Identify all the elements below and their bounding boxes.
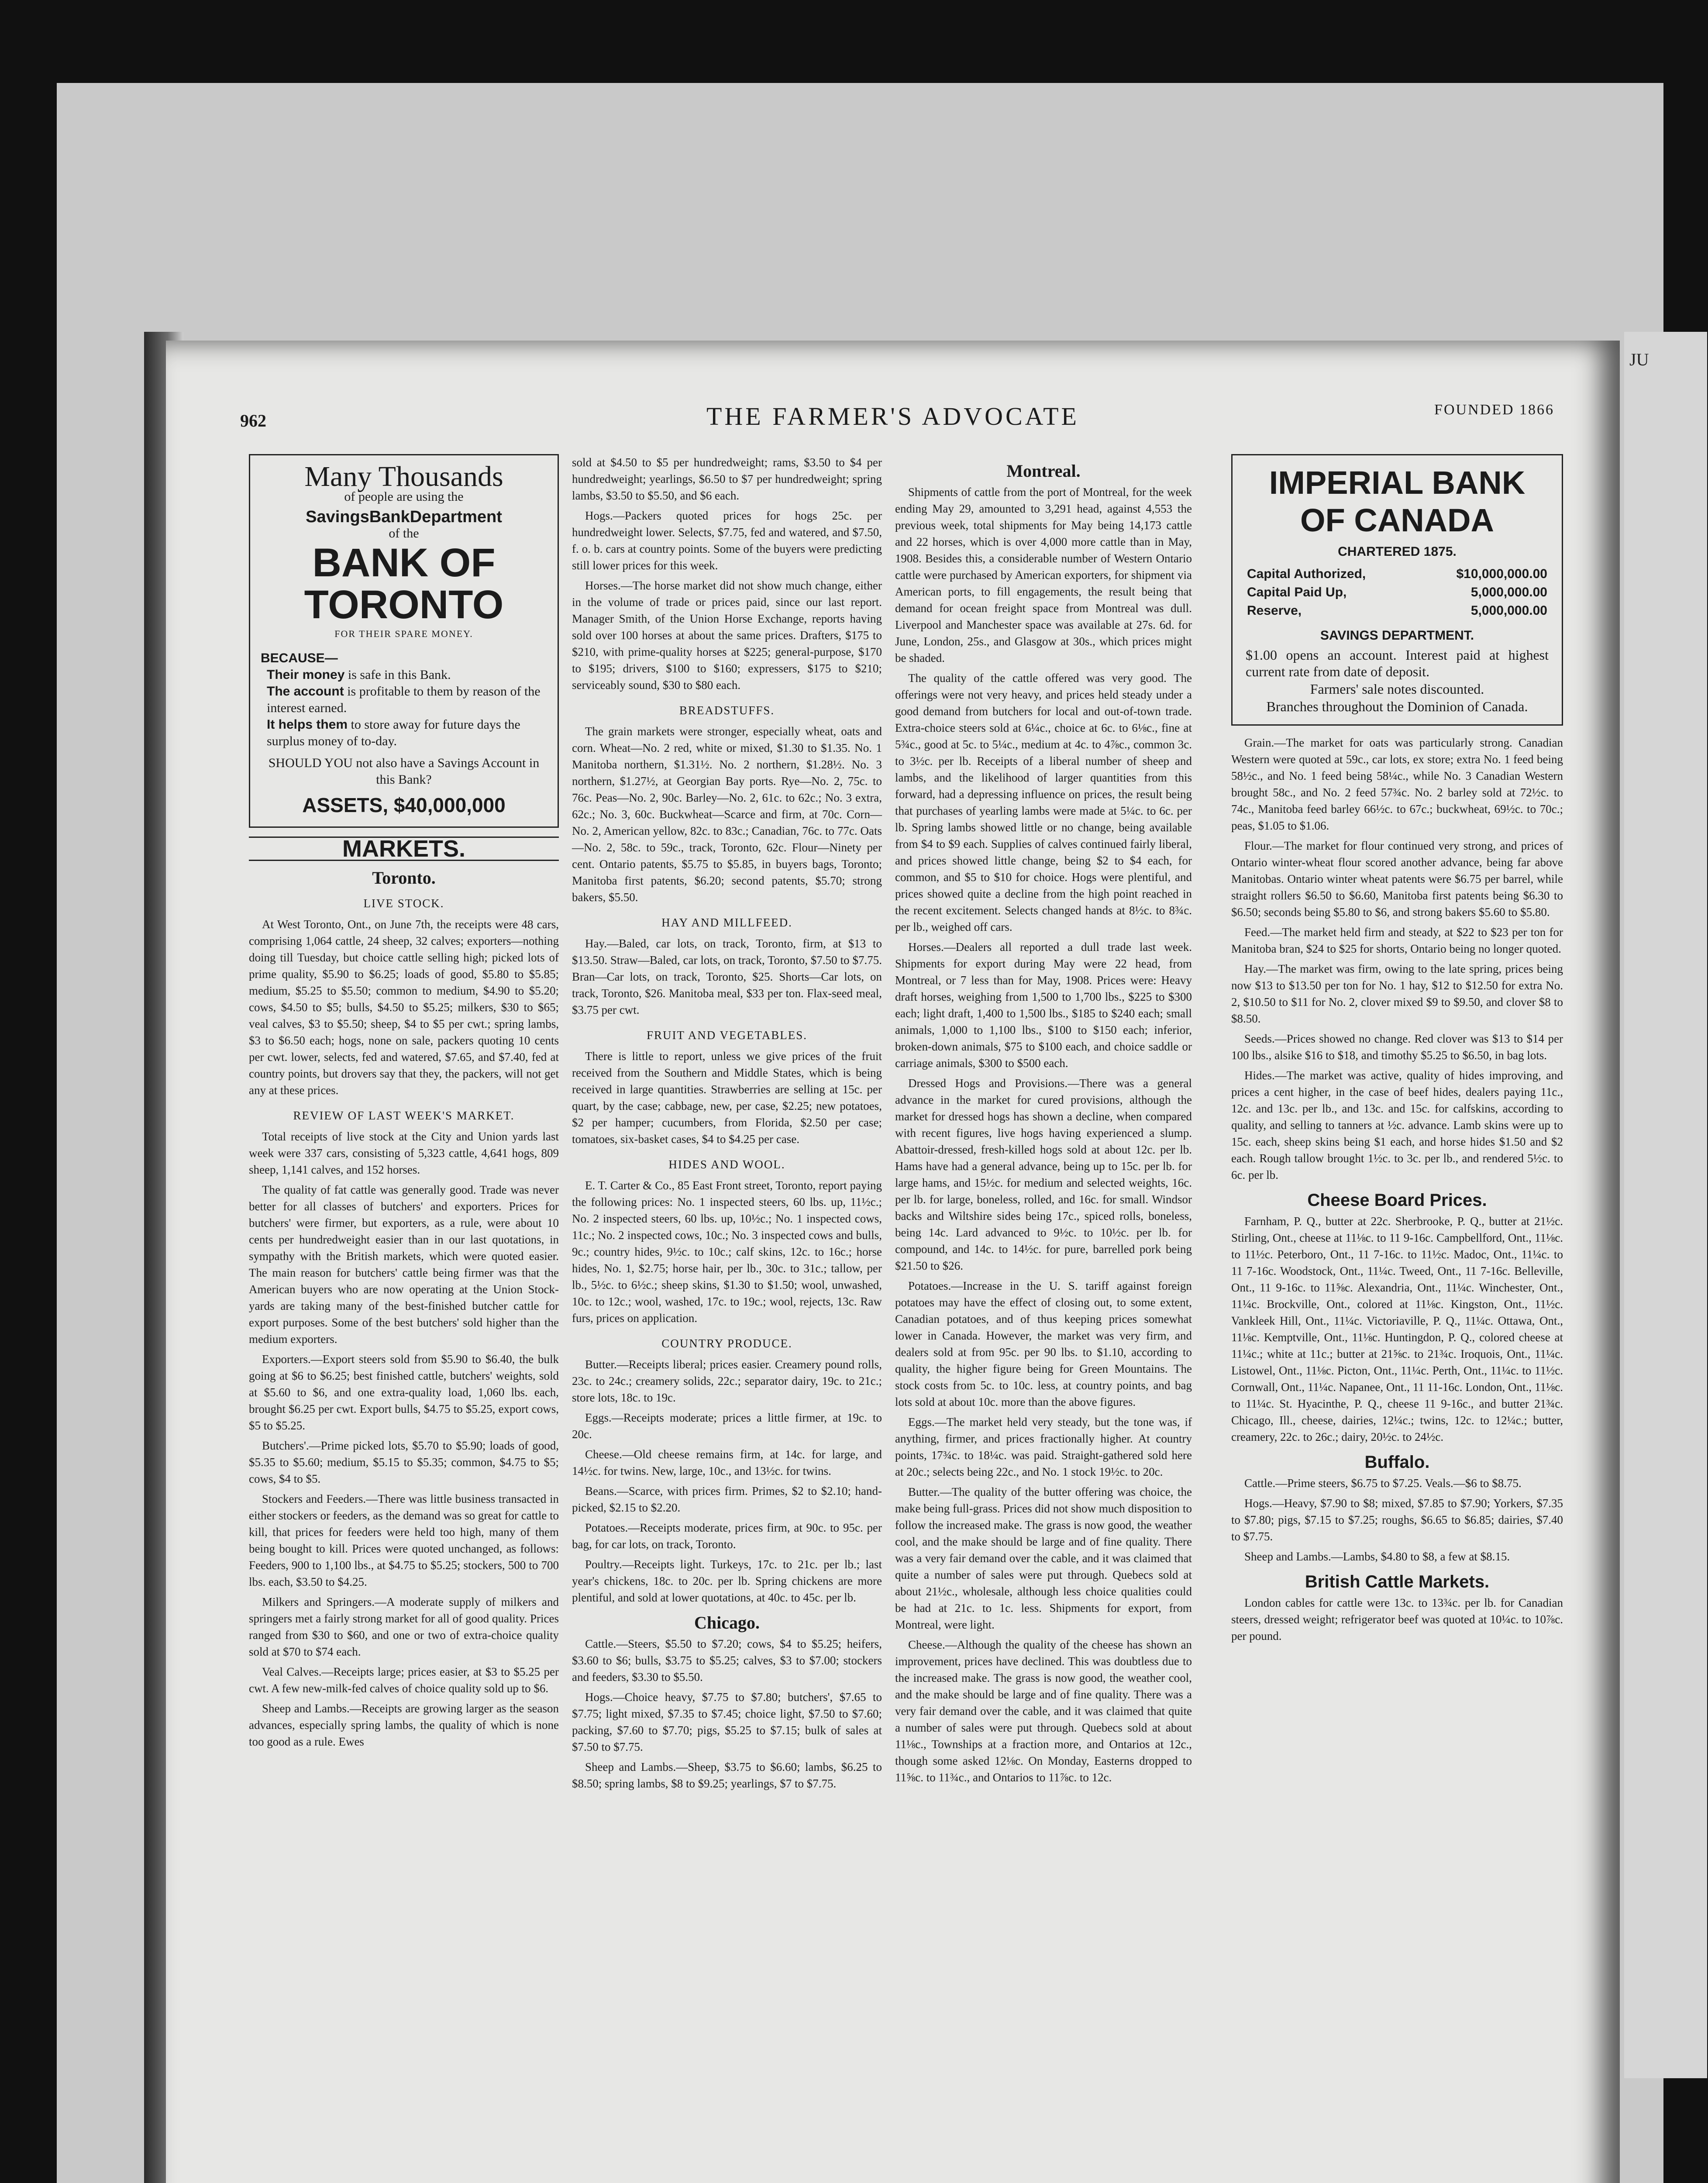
article-paragraph: Horses.—Dealers all reported a dull trade last week. Shipments for export during May were 22 head, from Montreal, or 7 less than for May, 1908. Prices were: Heavy draft horses, weighing from 1,500 to 1,700 lbs., $225 to $300 each; light draft, 1,400 to 1,500 lbs., $185 to $240 each; small animals, 1,000 to 1,100 lbs., $100 to $150 each; inferior, broken-down animals, $75 to $100 each, and choice saddle or carriage animals, $300 to $500 each.	[895, 940, 1192, 1070]
article-paragraph: There is little to report, unless we give prices of the fruit received from the Southern and Middle States, which is being received in large quantities. Strawberries are selling at 15c. per quart, by the case; cabbage, new, per case, $2.25; new potatoes, $2 per hamper; cucumbers, from Florida, $2.50 per case; tomatoes, six-basket cases, $4 to $4.25 per case.	[572, 1050, 882, 1146]
reason-text: is profitable to them by reason of the interest earned.	[267, 684, 541, 715]
bank-name: BANK OF	[312, 541, 496, 585]
ad-line: of people are using the	[344, 489, 464, 504]
capital-label: Capital Paid Up,	[1247, 585, 1347, 599]
article-paragraph: Cattle.—Prime steers, $6.75 to $7.25. Veals.—$6 to $8.75.	[1244, 1477, 1522, 1490]
bank-title: IMPERIAL BANK	[1269, 465, 1525, 501]
article-paragraph: The grain markets were stronger, especially wheat, oats and corn. Wheat—No. 2 red, white or mixed, $1.30 to $1.35. No. 1 Manitoba northern, $1.31½. No. 2 northern, $1.28½. No. 3 northern, $1.27½, at Georgian Bay ports. Rye—No. 2, 75c. to 76c. Peas—No. 2, 90c. Barley—No. 2, 61c. to 62c.; No. 3 extra, 62c.; No. 3, 60c. Buckwheat—Scarce and firm, at 70c. Corn—No. 2, American yellow, 82c. to 83c.; Canadian, 76c. to 77c. Oats—No. 2, 58c. to 59c., track, Toronto, 62c. Flour—Ninety per cent. Ontario patents, $5.75 to $5.85, in buyers bags, Toronto; Manitoba first patents, $6.20; second patents, $5.70; strong bakers, $5.50.	[572, 725, 882, 904]
article-paragraph: Hogs.—Heavy, $7.90 to $8; mixed, $7.85 to $7.90; Yorkers, $7.35 to $7.80; pigs, $7.15 to $7.25; roughs, $6.65 to $6.85; dairies, $7.40 to $7.75.	[1231, 1497, 1563, 1543]
bank-name: TORONTO	[304, 582, 504, 627]
ad-line: FOR THEIR SPARE MONEY.	[334, 628, 473, 639]
subheading-hay: HAY AND MILLFEED.	[661, 916, 792, 929]
because-label: BECAUSE—	[261, 651, 338, 665]
article-paragraph: Milkers and Springers.—A moderate supply of milkers and springers met a fairly strong market for all of good quality. Prices ranged from $30 to $60, and one or two of extra-choice quality sold at $70 to $74 each.	[249, 1595, 559, 1658]
article-paragraph: Hides.—The market was active, quality of hides improving, and prices a cent higher, in the case of beef hides, dealers paying 11c., 12c. and 13c. per lb., and 13c. and 15c. for calfskins, according to quality, and selling to tanners at ½c. advance. Lamb skins were up to 15c. each, sheep skins being $1 each, and horse hides $1.50 and $2 each. Rough tallow brought 1½c. to 3c. per lb., and rendered 5½c. to 6c. per lb.	[1231, 1069, 1563, 1181]
bank-of-toronto-ad	[249, 454, 559, 828]
article-paragraph: Hay.—Baled, car lots, on track, Toronto, firm, at $13 to $13.50. Straw—Baled, car lots, on track, Toronto, $7.50 to $7.75. Bran—Car lots, on track, Toronto, $25. Shorts—Car lots, on track, Toronto, $26. Manitoba meal, $33 per ton. Flax-seed meal, $3.75 per cwt.	[572, 937, 882, 1016]
subheading-review: REVIEW OF LAST WEEK'S MARKET.	[293, 1109, 515, 1122]
article-paragraph: Farnham, P. Q., butter at 22c. Sherbrooke, P. Q., butter at 21½c. Stirling, Ont., cheese at 11⅛c. to 11 9-16c. Campbellford, Ont., 11⅛c. to 11½c. Peterboro, Ont., 11 7-16c. to 11½c. Madoc, Ont., 11¼c. to 11 7-16c. Woodstock, Ont., 11¼c. Tweed, Ont., 11 7-16c. Belleville, Ont., 11 9-16c. to 11⅝c. Alexandria, Ont., 11¼c. Winchester, Ont., 11¼c. Brockville, Ont., colored at 11⅛c. Kingston, Ont., 11½c. Vankleek Hill, Ont., 11¼c. Victoriaville, P. Q., 11¼c. Ottawa, Ont., 11⅛c. Kemptville, Ont., 11⅛c. Huntingdon, P. Q., colored cheese at 11¼c.; white at 11c.; butter at 21⅝c. to 21¾c. Iroquois, Ont., 11¼c. Listowel, Ont., 11⅛c. Picton, Ont., 11¼c. Perth, Ont., 11¼c. to 11½c. Cornwall, Ont., 11¼c. Napanee, Ont., 11 11-16c. London, Ont., 11⅛c. to 11¼c. St. Hyacinthe, P. Q., cheese 11 9-16c., and butter 21¾c. Chicago, Ill., cheese, dairies, 12¼c.; twins, 12c. to 12¼c.; butter, creamery, 22c. to 26c.; dairy, 20½c. to 24½c.	[1231, 1215, 1563, 1443]
subheading-fruit: FRUIT AND VEGETABLES.	[646, 1029, 808, 1042]
article-paragraph: Veal Calves.—Receipts large; prices easier, at $3 to $5.25 per cwt. A few new-milk-fed calves of choice quality sold up to $6.	[249, 1665, 559, 1695]
article-paragraph: Hogs.—Packers quoted prices for hogs 25c. per hundredweight lower. Selects, $7.75, fed and watered, and $7.50, f. o. b. cars at country points. Some of the buyers were predicting still lower prices for this week.	[572, 509, 882, 572]
article-paragraph: London cables for cattle were 13c. to 13¾c. per lb. for Canadian steers, dressed weight; refrigerator beef was quoted at 10¼c. to 10⅞c. per pound.	[1231, 1596, 1563, 1642]
section-title-markets: MARKETS.	[249, 837, 559, 861]
heading-british-cattle: British Cattle Markets.	[1305, 1572, 1490, 1591]
article-paragraph: Butter.—The quality of the butter offering was choice, the make being full-grass. Prices did not show much disposition to follow the increased make. The grass is now good, the weather cool, and the make should be large and of fine quality. There was a very fair demand over the cable, and it was claimed that quite a number of sales were put through. Quebecs sold at about 21½c., wholesale, although less choice qualities could be had at 21c. to 1c. less. Shipments for export, from Montreal, were light.	[895, 1485, 1192, 1631]
article-paragraph: Feed.—The market held firm and steady, at $22 to $23 per ton for Manitoba bran, $24 to $25 for shorts, Ontario being no longer quoted.	[1231, 926, 1563, 955]
article-paragraph: Butter.—Receipts liberal; prices easier. Creamery pound rolls, 23c. to 24c.; creamery solids, 22c.; separator dairy, 19c. to 21c.; store lots, 18c. to 19c.	[572, 1358, 882, 1404]
article-paragraph: Dressed Hogs and Provisions.—There was a general advance in the market for cured provisions, although the market for dressed hogs has shown a decline, when compared with recent figures, live hogs having experienced a slump. Abattoir-dressed, fresh-killed hogs sold at about 12c. per lb. Hams have had a general advance, being up to 15c. per lb. for large hams, and 15½c. for medium and selected weights, 16c. per lb. for large, boneless, rolled, and 16c. for small. Windsor backs and Wiltshire sides being 17c., spiced rolls, boneless, being 14c. Lard advanced to 9½c. to 10½c. per lb. for compound, and 14c. to 14½c. for pure, barrelled pork being $21.50 to $26.	[895, 1077, 1192, 1272]
reason-bold: It helps them	[267, 717, 348, 732]
article-paragraph: Sheep and Lambs.—Lambs, $4.80 to $8, a few at $8.15.	[1244, 1550, 1510, 1563]
bank-copy: $1.00 opens an account. Interest paid at highest current rate from date of deposit.	[1246, 647, 1549, 679]
column-1	[249, 454, 559, 1753]
article-paragraph: Cheese.—Old cheese remains firm, at 14c. for large, and 14½c. for twins. New, large, 10c., and 13½c. for twins.	[572, 1448, 882, 1477]
article-paragraph: Potatoes.—Receipts moderate, prices firm, at 90c. to 95c. per bag, for car lots, on track, Toronto.	[572, 1521, 882, 1551]
running-head	[166, 402, 1620, 437]
article-paragraph: Grain.—The market for oats was particularly strong. Canadian Western were quoted at 59c., car lots, ex store; extra No. 1 feed being 58½c., and No. 1 feed being 58¼c., while No. 3 Canadian Western brought 58c., and No. 2 feed 57¾c. No. 2 barley sold at 72½c. to 74c., Manitoba feed barley 66½c. to 67c.; buckwheat, 69½c. to 70c.; peas, $1.05 to $1.06.	[1231, 736, 1563, 832]
reason-text: to store away for future days the surplus money of to-day.	[267, 717, 520, 748]
article-paragraph: Beans.—Scarce, with prices firm. Primes, $2 to $2.10; hand-picked, $2.15 to $2.20.	[572, 1484, 882, 1514]
article-paragraph: Hay.—The market was firm, owing to the late spring, prices being now $13 to $13.50 per ton for No. 1 hay, $12 to $12.50 for extra No. 2, $10.50 to $11 for No. 2, clover mixed $9 to $9.50, and clover $8 to $8.50.	[1231, 962, 1563, 1025]
heading-buffalo: Buffalo.	[1364, 1453, 1430, 1472]
article-paragraph: Cattle.—Steers, $5.50 to $7.20; cows, $4 to $5.25; heifers, $3.60 to $6; bulls, $3.75 to $5.25; calves, $3 to $7.00; stockers and feeders, $3.30 to $5.50.	[572, 1637, 882, 1684]
ad-question: SHOULD YOU not also have a Savings Account in this Bank?	[268, 756, 540, 787]
table-row	[1247, 584, 1548, 601]
article-paragraph: Hogs.—Choice heavy, $7.75 to $7.80; butchers', $7.65 to $7.75; light mixed, $7.35 to $7.45; choice light, $7.50 to $7.60; packing, $7.60 to $7.70; pigs, $5.25 to $7.15; bulk of sales at $7.50 to $7.75.	[572, 1691, 882, 1753]
heading-cheese-board: Cheese Board Prices.	[1307, 1191, 1487, 1210]
article-paragraph: The quality of fat cattle was generally good. Trade was never better for all classes of butchers' and exporters. Prices for butchers' were firmer, but exporters, as a rule, were about 10 cents per hundredweight easier than in our last quotations, in sympathy with the British markets, which were quoted easier. The main reason for butchers' cattle being firmer was that the American buyers who are now operating at the Union Stock-yards are taking many of the best-finished butcher cattle for export purposes. Some of the best butchers' sold higher than the medium exporters.	[249, 1183, 559, 1346]
article-paragraph: The quality of the cattle offered was very good. The offerings were not very heavy, and prices held steady under a good demand from butchers for local and out-of-town trade. Extra-choice steers sold at 6¼c., choice at 6c. to 6⅛c., fine at 5¾c., good at 5c. to 5¼c., medium at 4c. to 4⅞c., common 3c. to 3½c. per lb. Receipts of a liberal number of sheep and lambs, and the likelihood of larger quantities from this forward, had a depressing influence on prices, the result being that purchases of yearling lambs were made at 5¼c. to 6c. per lb. Spring lambs showed little or no change, being available from $4 to $9 each. Supplies of calves continued fairly liberal, and prices showed little change, being $2 to $4 each, for common, and $5 to $10 for choice. Hogs were plentiful, and prices showed quite a decline from the high point reached in the recent excitement. Selects changed hands at 8½c. to 8¾c. per lb., weighed off cars.	[895, 671, 1192, 933]
article-paragraph: Potatoes.—Increase in the U. S. tariff against foreign potatoes may have the effect of closing out, to some extent, Canadian potatoes, and of thus keeping prices somewhat lower in Canada. However, the market was very firm, and dealers sold at from 95c. per 90 lbs. to $1.10, according to quality, the higher figure being for Green Mountains. The stock costs from 5c. to 10c. less, at country points, and bag lots sold at about 10c. more than the above figures.	[895, 1279, 1192, 1408]
capital-value: 5,000,000.00	[1470, 603, 1547, 618]
column-4	[1231, 454, 1563, 1648]
capital-label: Reserve,	[1247, 603, 1302, 618]
article-paragraph: Cheese.—Although the quality of the cheese has shown an improvement, prices have declined. This was doubtless due to the increased make. The grass is now good, the weather cool, and the make should be large and of fine quality. There was a very fair demand over the cable, and it was claimed that quite a number of sales were put through. Quebecs sold at about 11⅛c., Townships at a fraction more, and Ontarios at 12c., though some asked 12⅛c. On Monday, Easterns dropped to 11⅝c. to 11¾c., and Ontarios to 11⅞c. to 12c.	[895, 1638, 1192, 1784]
article-paragraph: Horses.—The horse market did not show much change, either in the volume of trade or prices paid, since our last report. Manager Smith, of the Union Horse Exchange, reports having sold over 100 horses at about the same prices. Drafters, $175 to $210, with prime-quality horses at $225; general-purpose, $170 to $195; drivers, $100 to $160; expressers, $175 to $210; serviceably sound, $30 to $80 each.	[572, 579, 882, 692]
table-row	[1247, 565, 1548, 583]
ad-line: SavingsBankDepartment	[306, 508, 502, 526]
reason-text: is safe in this Bank.	[344, 668, 451, 682]
article-paragraph: Stockers and Feeders.—There was little business transacted in either stockers or feeders, as the demand was so great for cattle to kill, that prices for feeders were held too high, many of them being bought to kill. Prices were quoted unchanged, as follows: Feeders, 900 to 1,100 lbs., at $4.75 to $5.25; stockers, 500 to 700 lbs. each, $3.50 to $4.25.	[249, 1492, 559, 1588]
subheading-breadstuffs: BREADSTUFFS.	[679, 704, 775, 717]
article-paragraph: Exporters.—Export steers sold from $5.90 to $6.40, the bulk going at $6 to $6.25; best finished cattle, butchers' weights, sold at $5.60 to $6, and one extra-quality load, 1,060 lbs. each, brought $6.25 per cwt. Export bulls, $4.75 to $5.25, export cows, $5 to $5.25.	[249, 1353, 559, 1432]
capital-table	[1246, 565, 1549, 620]
reason-bold: Their money	[267, 668, 345, 682]
article-paragraph: Eggs.—Receipts moderate; prices a little firmer, at 19c. to 20c.	[572, 1411, 882, 1441]
capital-label: Capital Authorized,	[1247, 567, 1366, 581]
bank-copy: Farmers' sale notes discounted.	[1310, 681, 1484, 697]
page-number: 962	[240, 411, 266, 430]
imperial-bank-ad	[1231, 454, 1563, 726]
article-paragraph: At West Toronto, Ont., on June 7th, the receipts were 48 cars, comprising 1,064 cattle, 24 sheep, 32 calves; exporters—nothing doing till Tuesday, but choice cattle selling high; picked lots of prime quality, $5.90 to $6.25; loads of good, $5.80 to $5.85; medium, $5.25 to $5.50; common to medium, $4.90 to $5.20; cows, $4.50 to $5; bulls, $4.50 to $5.25; milkers, $30 to $65; veal calves, $3 to $5.50; sheep, $4 to $5 per cwt.; spring lambs, $3 to $6.50 each; hogs, none on sale, packers quoting 10 cents per cwt. lower, selects, fed and watered, $7.65, and $7.40, fed at country points, but drovers say that they, the packers, will not get any at these prices.	[249, 918, 559, 1097]
bank-chartered: CHARTERED 1875.	[1338, 544, 1457, 559]
bank-copy: Branches throughout the Dominion of Canada.	[1266, 699, 1528, 714]
column-3	[895, 454, 1192, 1789]
next-page-edge	[1624, 332, 1707, 2078]
article-paragraph: Butchers'.—Prime picked lots, $5.70 to $5.90; loads of good, $5.35 to $5.60; medium, $5.15 to $5.35; common, $4.75 to $5; cows, $4 to $5.	[249, 1439, 559, 1485]
capital-value: 5,000,000.00	[1470, 585, 1547, 599]
article-paragraph: E. T. Carter & Co., 85 East Front street, Toronto, report paying the following prices: No. 1 inspected steers, 60 lbs. up, 11½c.; No. 2 inspected steers, 60 lbs. up, 10½c.; No. 1 inspected cows, 11c.; No. 2 inspected cows, 10c.; No. 3 inspected cows and bulls, 9c.; country hides, 9½c. to 10c.; calf skins, 12c. to 16c.; horse hides, No. 1, $2.75; horse hair, per lb., 30c. to 31c.; tallow, per lb., 5½c. to 6½c.; sheep skins, $1.30 to $1.50; wool, unwashed, 10c. to 12c.; wool, washed, 17c. to 19c.; wool, rejects, 13c. Raw furs, prices on application.	[572, 1179, 882, 1325]
ad-assets: ASSETS, $40,000,000	[302, 794, 506, 816]
heading-toronto: Toronto.	[372, 868, 436, 888]
subheading-live-stock: LIVE STOCK.	[363, 897, 444, 910]
bank-title: OF CANADA	[1300, 502, 1494, 538]
subheading-hides: HIDES AND WOOL.	[668, 1158, 785, 1171]
column-2	[572, 454, 882, 1795]
article-paragraph: Total receipts of live stock at the City and Union yards last week were 337 cars, consisting of 5,323 cattle, 4,641 hogs, 809 sheep, 1,141 calves, and 152 horses.	[249, 1130, 559, 1176]
heading-montreal: Montreal.	[1006, 461, 1081, 481]
subheading-country-produce: COUNTRY PRODUCE.	[661, 1337, 792, 1350]
capital-value: $10,000,000.00	[1456, 567, 1547, 581]
reason-bold: The account	[267, 684, 344, 699]
article-paragraph: Sheep and Lambs.—Receipts are growing larger as the season advances, especially spring lambs, the quality of which is none too good as a rule. Ewes	[249, 1702, 559, 1748]
next-page-heading: JU	[1629, 350, 1649, 369]
savings-department: SAVINGS DEPARTMENT.	[1320, 628, 1474, 643]
ad-line: of the	[389, 526, 419, 541]
ad-headline: Many Thousands	[304, 461, 503, 492]
heading-chicago: Chicago.	[694, 1613, 760, 1632]
article-paragraph: Shipments of cattle from the port of Montreal, for the week ending May 29, amounted to 3,291 head, against 4,553 the previous week, total shipments for May being 14,173 cattle and 22 horses, which is over 4,000 more cattle than in May, 1908. Besides this, a considerable number of Western Ontario cattle were purchased by American exporters, for shipment via American ports, to fill engagements, the result being that demand for ocean freight space from Montreal was dull. Liverpool and Manchester space was available at 27s. 6d. for June, London, 25s., and Glasgow at 30s., which prices might be shaded.	[895, 485, 1192, 665]
article-paragraph: Poultry.—Receipts light. Turkeys, 17c. to 21c. per lb.; last year's chickens, 18c. to 20c. per lb. Spring chickens are more plentiful, and sold at lower quotations, at 40c. to 45c. per lb.	[572, 1558, 882, 1604]
newspaper-page	[166, 341, 1620, 2183]
article-paragraph: Seeds.—Prices showed no change. Red clover was $13 to $14 per 100 lbs., alsike $16 to $18, and timothy $5.25 to $6.50, in bag lots.	[1231, 1032, 1563, 1062]
article-paragraph: Flour.—The market for flour continued very strong, and prices of Ontario winter-wheat flour scored another advance, being far above Manitobas. Ontario winter wheat patents were $6.75 per barrel, while straight rollers $6.50 to $6.60, Manitoba first patents being $6.30 to $6.50; seconds being $5.80 to $6, and strong bakers $5.60 to $5.80.	[1231, 839, 1563, 919]
founded-note: FOUNDED 1866	[1434, 402, 1554, 418]
article-paragraph: Sheep and Lambs.—Sheep, $3.75 to $6.60; lambs, $6.25 to $8.50; spring lambs, $8 to $9.25; yearlings, $7 to $7.75.	[572, 1760, 882, 1790]
ad-reasons	[261, 650, 547, 788]
table-row	[1247, 602, 1548, 620]
article-paragraph: Eggs.—The market held very steady, but the tone was, if anything, firmer, and prices fractionally higher. At country points, 17¾c. to 18¼c. was paid. Straight-gathered sold here at 20c.; selects being 22c., and No. 1 stock 19½c. to 20c.	[895, 1415, 1192, 1478]
masthead: THE FARMER'S ADVOCATE	[706, 402, 1079, 430]
article-paragraph: sold at $4.50 to $5 per hundredweight; rams, $3.50 to $4 per hundredweight; yearlings, $6.50 to $7 per hundredweight; spring lambs, $3.50 to $5.50, and $6 each.	[572, 456, 882, 502]
